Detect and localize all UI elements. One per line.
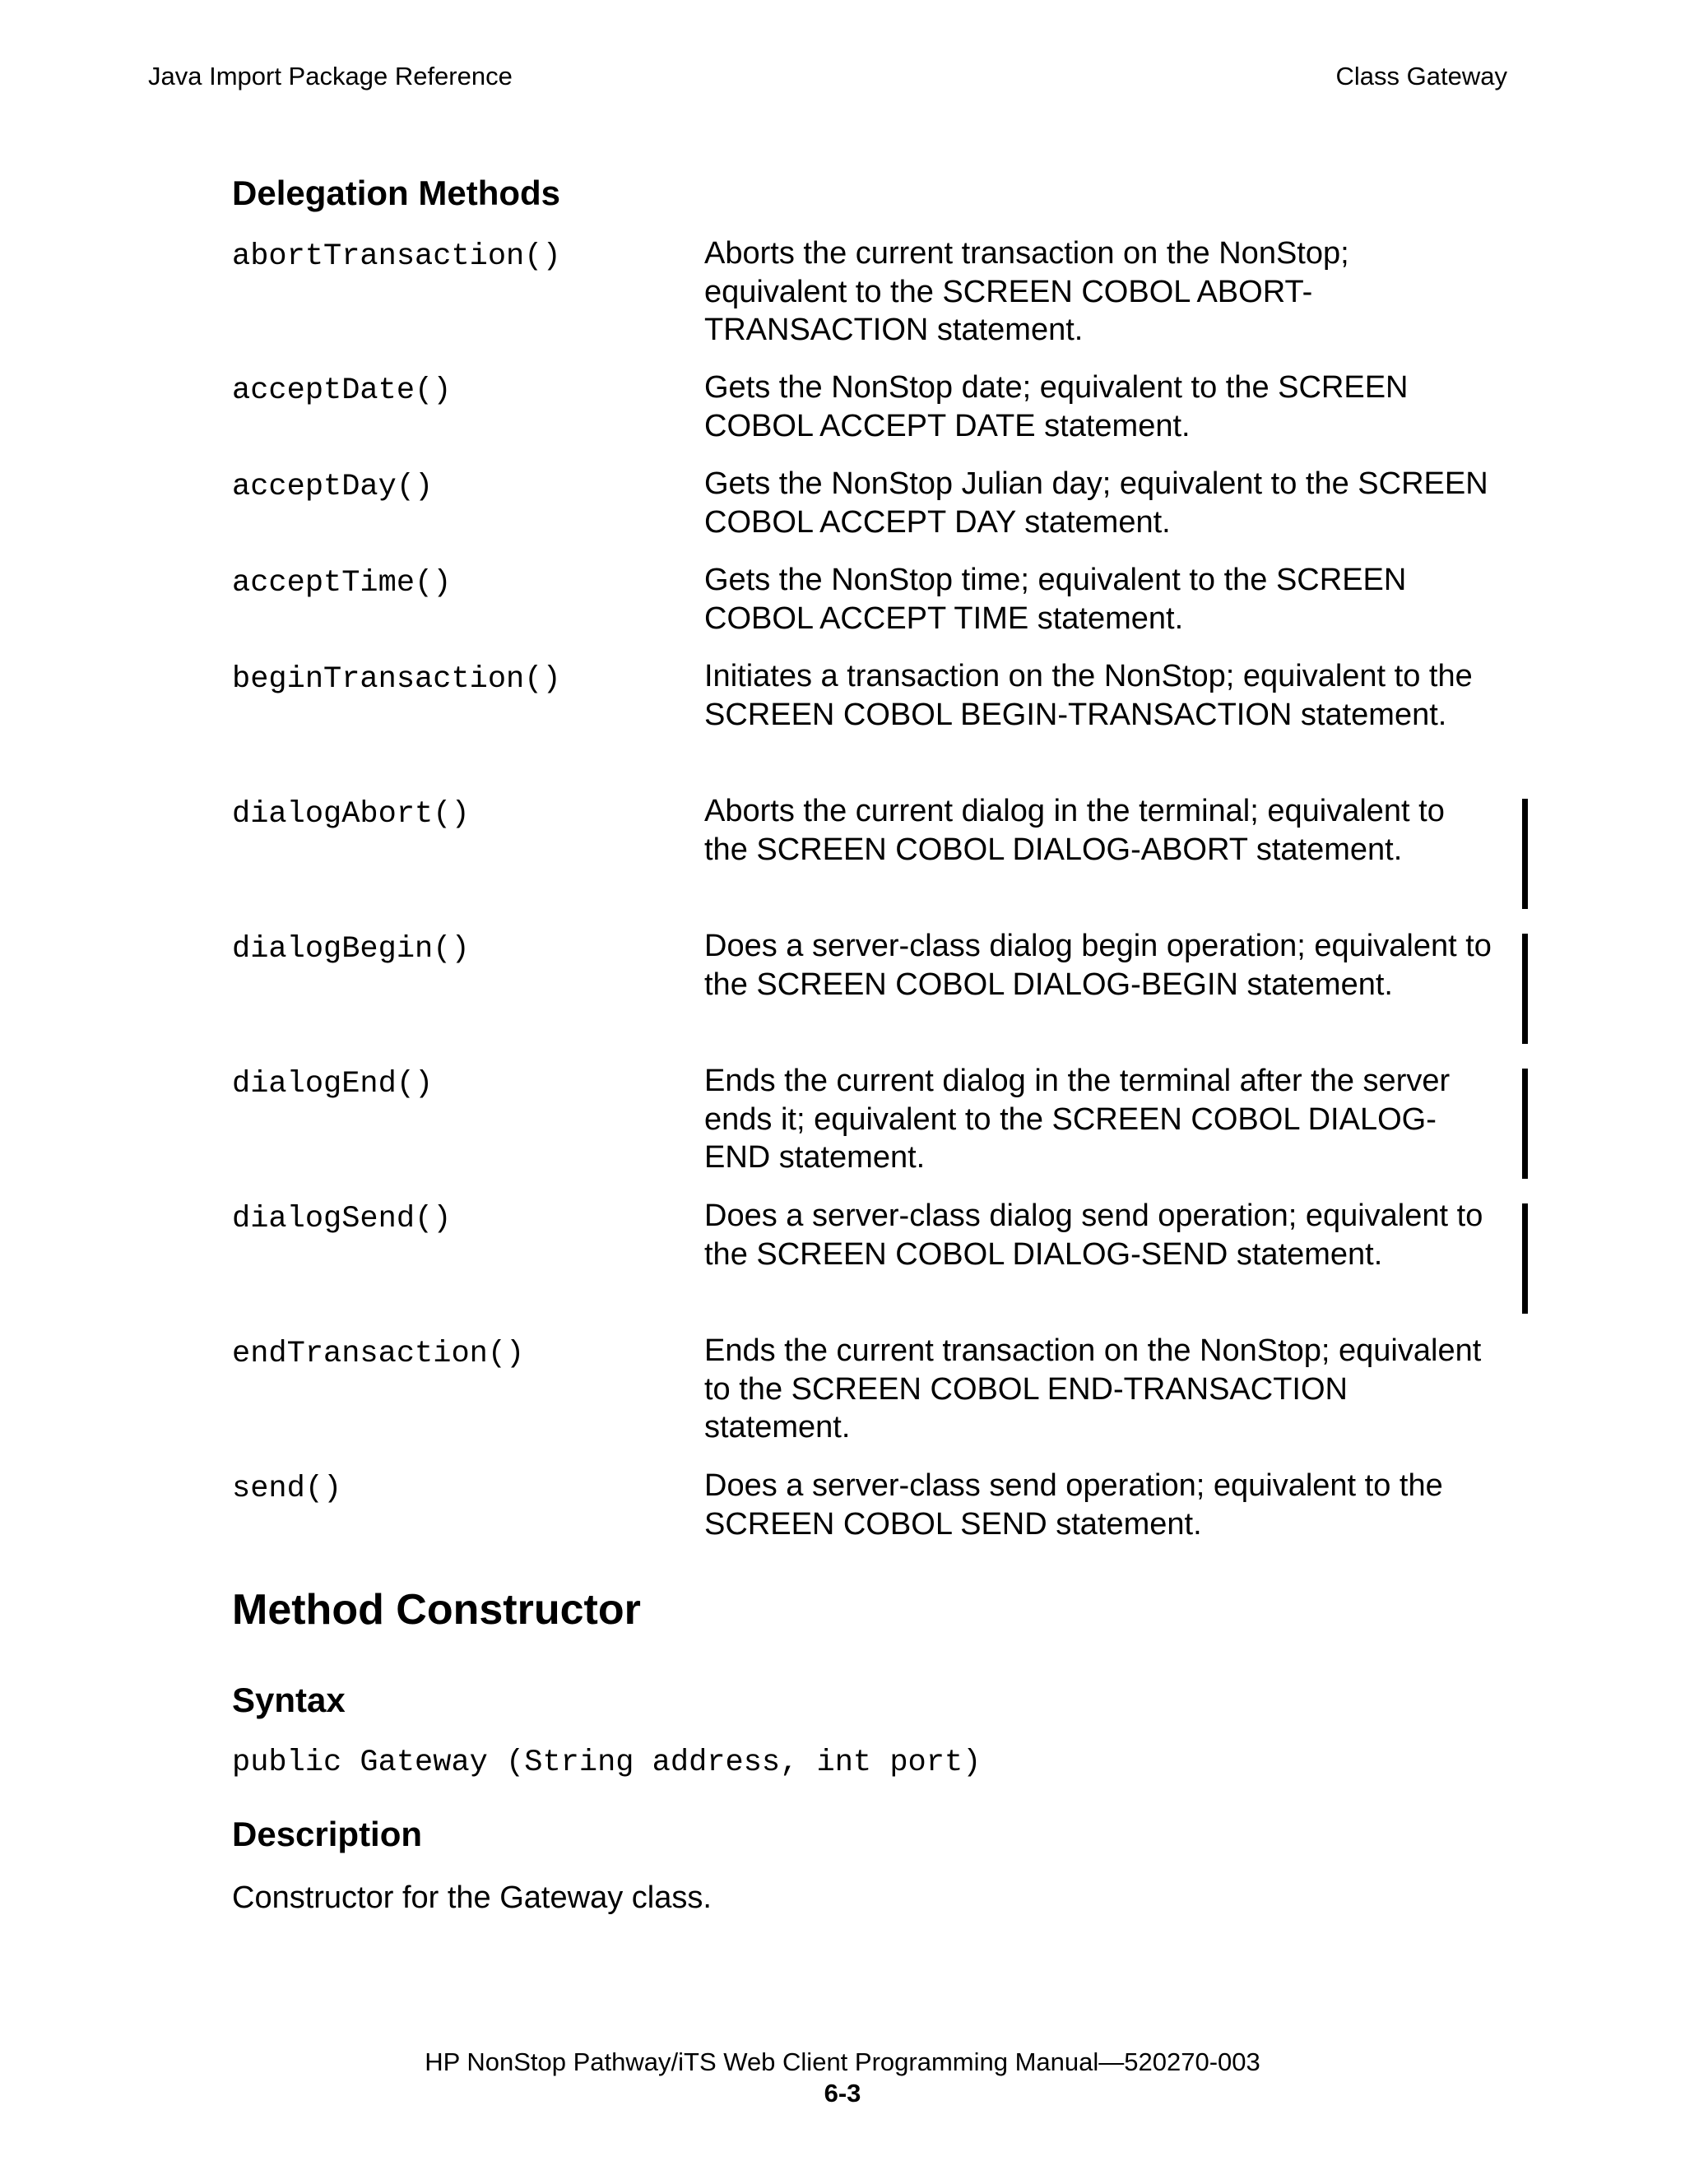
method-row <box>232 1197 1516 1332</box>
delegation-methods-heading: Delegation Methods <box>232 174 561 212</box>
syntax-heading: Syntax <box>232 1681 346 1719</box>
method-row <box>232 792 1516 927</box>
method-name: dialogBegin() <box>232 932 470 967</box>
page-number: 6-3 <box>824 2079 861 2107</box>
method-description: Ends the current transaction on the NonStop; equivalent to the SCREEN COBOL END-TRANSACTION statement. <box>704 1333 1482 1444</box>
header-left: Java Import Package Reference <box>148 62 513 90</box>
page-footer <box>0 2047 1685 2109</box>
footer-title: HP NonStop Pathway/iTS Web Client Programming Manual—520270-003 <box>425 2047 1260 2076</box>
change-bar <box>1522 1203 1528 1314</box>
method-name: beginTransaction() <box>232 662 561 697</box>
method-row <box>232 1332 1516 1467</box>
running-header <box>148 60 1507 93</box>
method-description: Does a server-class dialog send operation; equivalent to the SCREEN COBOL DIALOG-SEND statement. <box>704 1199 1483 1272</box>
method-description: Initiates a transaction on the NonStop; equivalent to the SCREEN COBOL BEGIN-TRANSACTION statement. <box>704 659 1473 732</box>
method-row <box>232 234 1516 369</box>
method-name: acceptDay() <box>232 470 434 504</box>
method-name: dialogEnd() <box>232 1067 434 1101</box>
method-row <box>232 1062 1516 1197</box>
method-name: acceptTime() <box>232 566 452 600</box>
method-name: send() <box>232 1472 342 1506</box>
method-name: acceptDate() <box>232 373 452 408</box>
method-constructor-heading: Method Constructor <box>232 1586 641 1634</box>
description-heading: Description <box>232 1815 423 1853</box>
delegation-methods-list <box>232 234 1516 1563</box>
method-row <box>232 369 1516 465</box>
method-description: Aborts the current dialog in the terminal; equivalent to the SCREEN COBOL DIALOG-ABORT statement. <box>704 794 1445 867</box>
method-description: Gets the NonStop Julian day; equivalent to the SCREEN COBOL ACCEPT DAY statement. <box>704 466 1488 540</box>
change-bar <box>1522 799 1528 909</box>
method-description: Aborts the current transaction on the NonStop; equivalent to the SCREEN COBOL ABORT-TRANSACTION statement. <box>704 236 1349 347</box>
change-bar <box>1522 1069 1528 1179</box>
method-row <box>232 561 1516 657</box>
change-bar <box>1522 934 1528 1044</box>
method-description: Does a server-class dialog begin operation; equivalent to the SCREEN COBOL DIALOG-BEGIN statement. <box>704 929 1492 1002</box>
method-row <box>232 927 1516 1062</box>
header-right: Class Gateway <box>1335 62 1507 90</box>
method-description: Ends the current dialog in the terminal after the server ends it; equivalent to the SCREEN COBOL DIALOG-END statement. <box>704 1064 1451 1175</box>
syntax-code: public Gateway (String address, int port) <box>232 1746 982 1780</box>
method-name: dialogAbort() <box>232 797 470 832</box>
method-name: endTransaction() <box>232 1337 525 1371</box>
method-description: Does a server-class send operation; equivalent to the SCREEN COBOL SEND statement. <box>704 1468 1443 1542</box>
description-text: Constructor for the Gateway class. <box>232 1880 712 1915</box>
method-row <box>232 1467 1516 1563</box>
method-row <box>232 657 1516 792</box>
method-name: dialogSend() <box>232 1202 452 1236</box>
method-row <box>232 465 1516 561</box>
method-name: abortTransaction() <box>232 239 561 274</box>
method-description: Gets the NonStop date; equivalent to the SCREEN COBOL ACCEPT DATE statement. <box>704 370 1409 443</box>
method-description: Gets the NonStop time; equivalent to the SCREEN COBOL ACCEPT TIME statement. <box>704 563 1407 636</box>
